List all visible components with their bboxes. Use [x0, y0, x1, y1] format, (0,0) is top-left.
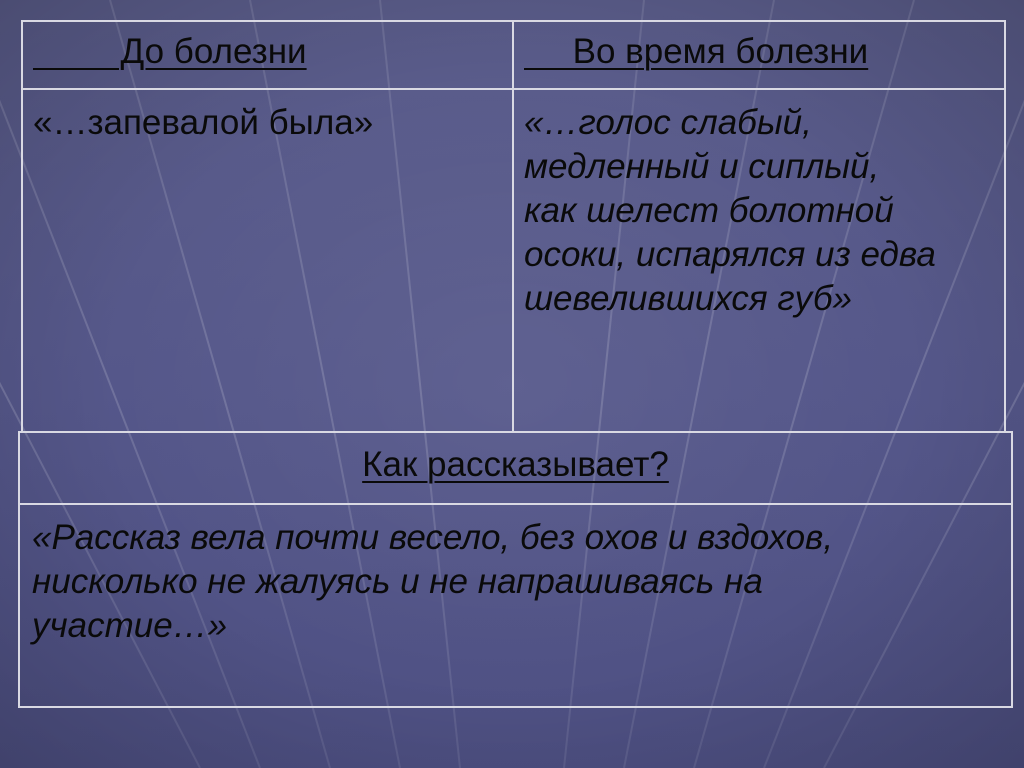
bottom-table-border-top: [18, 431, 1013, 433]
header-during-illness-text: Во время болезни: [524, 32, 869, 71]
bottom-table-header-divider: [18, 503, 1013, 505]
cell-how-she-tells-line: нисколько не жалуясь и не напрашиваясь на: [32, 562, 763, 601]
cell-before-illness: [33, 101, 503, 145]
bottom-table-border-right: [1011, 431, 1013, 708]
cell-during-illness-line: «…голос слабый,: [524, 103, 812, 142]
top-table-border-middle: [512, 20, 514, 432]
header-how-she-tells: [20, 443, 1011, 493]
cell-during-illness-line: медленный и сиплый,: [524, 147, 880, 186]
cell-how-she-tells-line: участие…»: [32, 606, 228, 645]
top-table-header-divider: [21, 88, 1006, 90]
cell-before-illness-text: «…запевалой была»: [33, 103, 374, 142]
cell-during-illness-line: осоки, испарялся из едва: [524, 235, 936, 274]
cell-how-she-tells-line: «Рассказ вела почти весело, без охов и вздохов,: [32, 518, 834, 557]
header-how-she-tells-text: Как рассказывает?: [362, 445, 669, 484]
bottom-table-border-bottom: [18, 706, 1013, 708]
header-before-illness-text: До болезни: [33, 32, 307, 71]
cell-during-illness-line: как шелест болотной: [524, 191, 894, 230]
header-during-illness: [524, 30, 994, 80]
header-before-illness: [33, 30, 503, 80]
top-table-border-left: [21, 20, 23, 432]
cell-during-illness: [524, 101, 1002, 321]
cell-how-she-tells: [32, 516, 1007, 648]
cell-during-illness-line: шевелившихся губ»: [524, 279, 853, 318]
top-table-border-right: [1004, 20, 1006, 432]
